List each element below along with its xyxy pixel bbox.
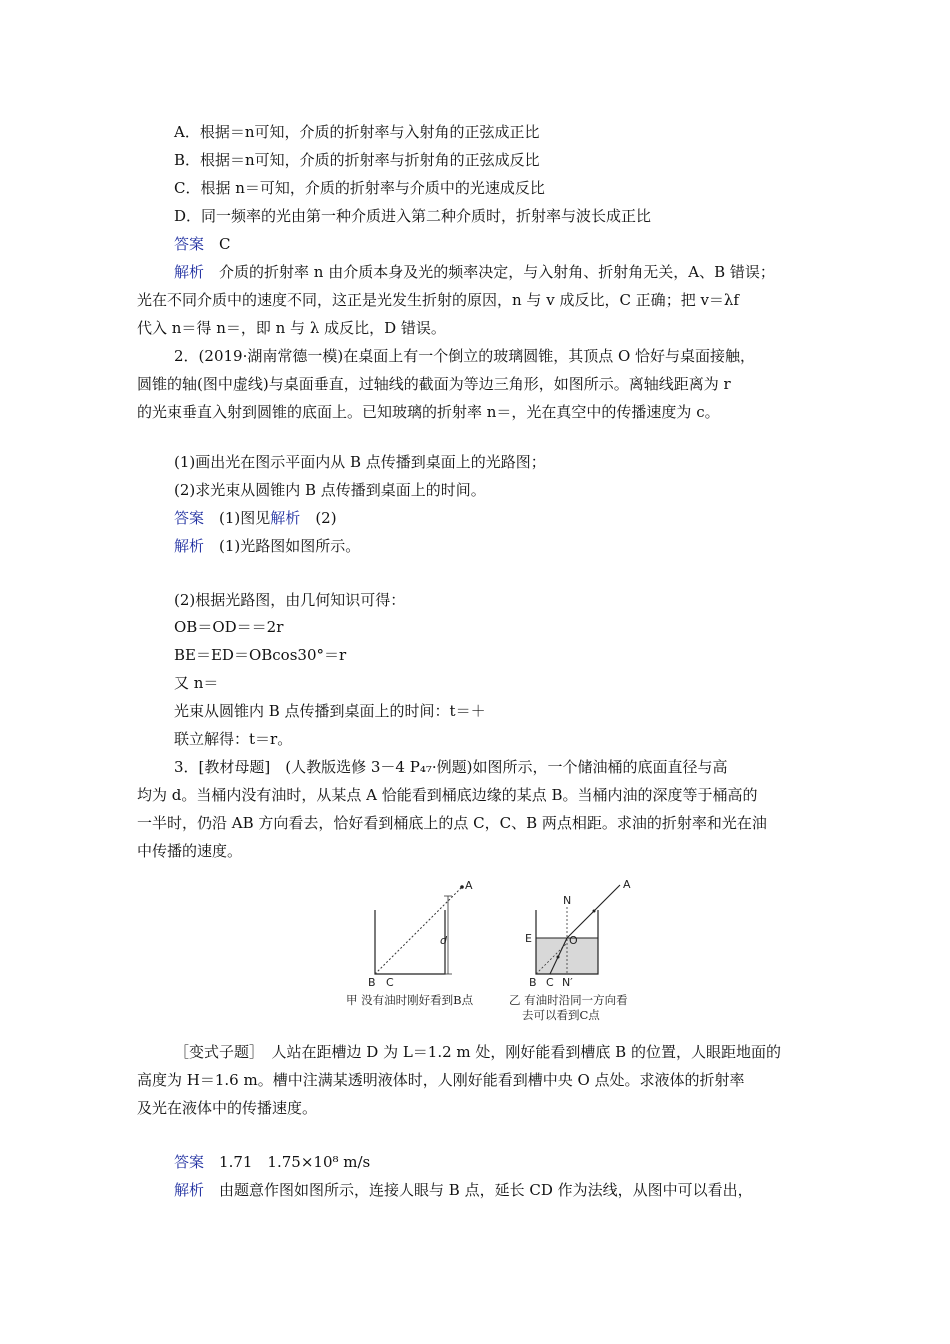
figure-jia <box>368 879 473 989</box>
q2-stem-3: 的光束垂直入射到圆锥的底面上。已知玻璃的折射率 n＝，光在真空中的传播速度为 c。 <box>137 403 720 421</box>
label-d: d <box>440 934 447 947</box>
q2-answer-post: (2) <box>315 509 337 527</box>
figure-yi-caption-2: 去可以看到C点 <box>522 1008 600 1022</box>
q3-stem-4: 中传播的速度。 <box>137 842 243 860</box>
variant-line-2: 高度为 H＝1.6 m。槽中注满某透明液体时，人刚好能看到槽中央 O 点处。求液体的折射率 <box>137 1071 745 1089</box>
answer-label: 答案 <box>174 235 205 253</box>
option-a: A．根据＝n可知，介质的折射率与入射角的正弦成正比 <box>174 123 540 141</box>
analysis-label: 解析 <box>174 263 205 281</box>
figure-yi-caption-1: 乙 有油时沿同一方向看 <box>509 993 628 1007</box>
answer-label: 答案 <box>174 509 205 527</box>
figure-jia-caption: 甲 没有油时刚好看到B点 <box>346 993 474 1007</box>
variant-answer: 1.71 1.75×10⁸ m/s <box>219 1153 371 1171</box>
q2-analysis-row <box>174 536 360 556</box>
q2-sub-1: (1)画出光在图示平面内从 B 点传播到桌面上的光路图； <box>174 453 546 471</box>
q2-work-5: 光束从圆锥内 B 点传播到桌面上的时间：t＝＋ <box>174 702 486 720</box>
option-b: B．根据＝n可知，介质的折射率与折射角的正弦成反比 <box>174 151 540 169</box>
q2-answer-pre: (1)图见 <box>219 509 271 527</box>
label-C: C <box>386 976 394 989</box>
q1-analysis-row <box>174 262 775 282</box>
label-N-prime: N′ <box>562 976 573 989</box>
label-O: O <box>569 934 578 947</box>
q2-sub-2: (2)求光束从圆锥内 B 点传播到桌面上的时间。 <box>174 481 486 499</box>
figure-yi <box>525 878 631 989</box>
q2-stem-1: 2．(2019·湖南常德一模)在桌面上有一个倒立的玻璃圆锥，其顶点 O 恰好与桌面接触， <box>174 347 756 365</box>
q2-stem-2: 圆锥的轴(图中虚线)与桌面垂直，过轴线的截面为等边三角形，如图所示。离轴线距离为 r <box>137 375 731 393</box>
q1-analysis-text: 介质的折射率 n 由介质本身及光的频率决定，与入射角、折射角无关，A、B 错误； <box>219 263 775 281</box>
q3-stem-3: 一半时，仍沿 AB 方向看去，恰好看到桶底上的点 C，C、B 两点相距。求油的折射率和光在油 <box>137 814 767 832</box>
label-A: A <box>465 879 473 892</box>
label-B: B <box>368 976 376 989</box>
option-c: C．根据 n＝可知，介质的折射率与介质中的光速成反比 <box>174 179 545 197</box>
option-d: D．同一频率的光由第一种介质进入第二种介质时，折射率与波长成正比 <box>174 207 652 225</box>
q2-work-4: 又 n＝ <box>174 674 219 692</box>
label-N: N <box>563 894 572 907</box>
q3-stem-2: 均为 d。当桶内没有油时，从某点 A 恰能看到桶底边缘的某点 B。当桶内油的深度等于桶高的 <box>137 786 758 804</box>
oil-tank-figure <box>340 872 660 992</box>
q2-answer-row <box>174 508 337 528</box>
variant-analysis-row <box>174 1180 753 1200</box>
q2-work-6: 联立解得：t＝r。 <box>174 730 293 748</box>
q3-stem-1: 3．[教材母题] (人教版选修 3－4 P₄₇·例题)如图所示，一个储油桶的底面直径与高 <box>174 758 728 776</box>
q2-work-3: BE＝ED＝OBcos30°＝r <box>174 646 347 664</box>
analysis-label: 解析 <box>174 1181 205 1199</box>
q2-work-2: OB＝OD＝＝2r <box>174 618 284 636</box>
answer-label: 答案 <box>174 1153 205 1171</box>
analysis-label: 解析 <box>174 537 205 555</box>
label-A: A <box>623 878 631 891</box>
q1-analysis-line-2: 光在不同介质中的速度不同，这正是光发生折射的原因，n 与 v 成反比，C 正确；把 v＝λf <box>137 291 739 309</box>
q2-analysis-text: (1)光路图如图所示。 <box>219 537 361 555</box>
variant-line-1: ［变式子题］ 人站在距槽边 D 为 L＝1.2 m 处，刚好能看到槽底 B 的位置，人眼距地面的 <box>174 1043 781 1061</box>
variant-answer-row <box>174 1152 370 1172</box>
analysis-link[interactable]: 解析 <box>270 509 301 527</box>
variant-analysis-text: 由题意作图如图所示，连接人眼与 B 点，延长 CD 作为法线，从图中可以看出， <box>219 1181 753 1199</box>
variant-line-3: 及光在液体中的传播速度。 <box>137 1099 318 1117</box>
q1-answer: C <box>219 235 231 253</box>
label-E: E <box>525 932 532 945</box>
q1-analysis-line-3: 代入 n＝得 n＝，即 n 与 λ 成反比，D 错误。 <box>137 319 446 337</box>
label-C: C <box>546 976 554 989</box>
label-B: B <box>529 976 537 989</box>
q2-work-1: (2)根据光路图，由几何知识可得： <box>174 591 406 609</box>
q1-answer-row <box>174 234 231 254</box>
